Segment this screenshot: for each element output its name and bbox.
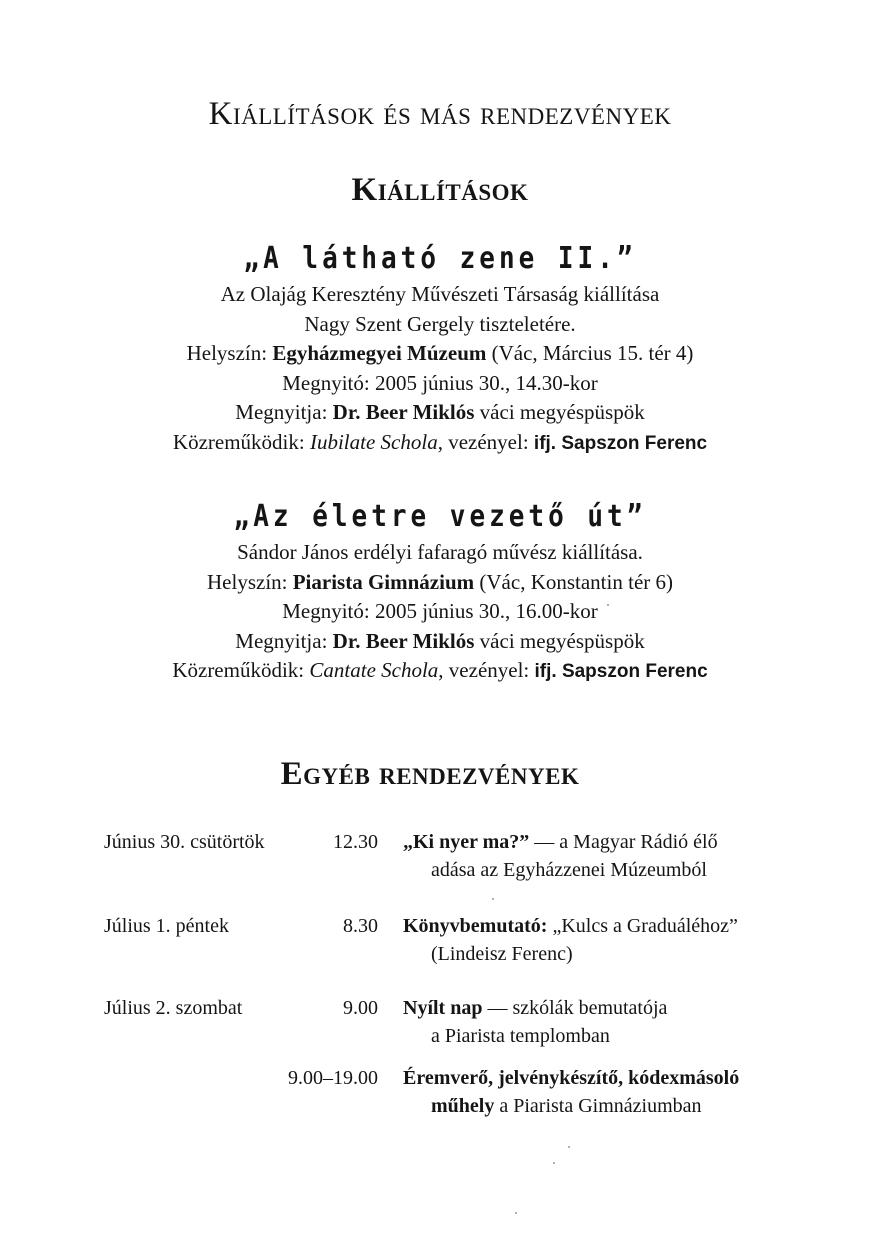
- event-description: [403, 1064, 813, 1120]
- venue-label: Helyszín:: [207, 569, 288, 594]
- scan-speck: [492, 898, 494, 900]
- conductor-name: ifj. Sapszon Ferenc: [534, 661, 708, 682]
- event-title: Könyvbemutató:: [403, 915, 548, 937]
- event-text-cont: [403, 1092, 813, 1120]
- exhibition-description: Sándor János erdélyi fafaragó művész kiállítása.: [237, 540, 643, 564]
- event-text-cont: [403, 856, 813, 884]
- scan-speck: [568, 1146, 570, 1148]
- opener-role: váci megyéspüspök: [479, 400, 645, 424]
- exhibition-block: [60, 499, 820, 687]
- opener-name: Dr. Beer Miklós: [332, 628, 475, 653]
- event-title: „Ki nyer ma?”: [403, 831, 530, 853]
- event-text: — a Magyar Rádió élő: [529, 831, 718, 853]
- page-title-text: Kiállítások és más rendezvények: [208, 96, 672, 132]
- exhibitions-heading: Kiállítások: [351, 172, 529, 208]
- opener-label: Megnyitja:: [235, 628, 328, 653]
- event-text: — szkólák bemutatója: [482, 997, 668, 1019]
- exhibition-description-cont: Nagy Szent Gergely tiszteletére.: [304, 311, 576, 336]
- event-time: 12.30: [333, 831, 378, 853]
- event-cont: a Piarista templomban: [431, 1025, 610, 1047]
- event-text-cont: [403, 940, 813, 968]
- exhibition-performers: [60, 656, 820, 687]
- event-cont: adása az Egyházzenei Múzeumból: [431, 859, 707, 881]
- conductor-name: ifj. Sapszon Ferenc: [533, 432, 708, 454]
- exhibition-opener: [60, 398, 820, 428]
- event-description: [403, 828, 813, 884]
- event-time: 8.30: [343, 915, 378, 937]
- exhibition-opening: Megnyitó: 2005 június 30., 14.30-kor: [282, 370, 598, 395]
- exhibition-performers: [60, 428, 820, 459]
- exhibition-opener: [60, 627, 820, 657]
- event-description: [403, 994, 813, 1050]
- scan-speck: [515, 1212, 517, 1214]
- exhibition-title: „Az életre vezető út”: [233, 499, 647, 535]
- event-cont: a Piarista Gimnáziumban: [494, 1095, 702, 1117]
- opener-role: váci megyéspüspök: [479, 628, 645, 653]
- event-description: [403, 912, 813, 968]
- venue-address: (Vác, Március 15. tér 4): [491, 341, 694, 365]
- venue-address: (Vác, Konstantin tér 6): [479, 569, 673, 594]
- partner-label: Közreműködik:: [172, 658, 305, 682]
- exhibition-title: „A látható zene II.”: [243, 241, 637, 277]
- event-text-cont: [403, 1022, 813, 1050]
- other-events-heading: Egyéb rendezvények: [280, 756, 580, 792]
- event-cont: (Lindeisz Ferenc): [431, 943, 573, 965]
- page-title: [0, 96, 880, 133]
- event-date: Június 30. csütörtök: [104, 831, 265, 853]
- partner-name: Cantate Schola: [309, 658, 439, 682]
- event-time: 9.00–19.00: [288, 1067, 378, 1089]
- event-date: Július 2. szombat: [104, 997, 243, 1019]
- scan-speck: [553, 1162, 555, 1164]
- venue-label: Helyszín:: [186, 341, 268, 365]
- event-text: „Kulcs a Graduáléhoz”: [547, 915, 738, 937]
- event-title-cont: műhely: [431, 1095, 495, 1117]
- scan-speck: [607, 604, 609, 606]
- event-title: Nyílt nap: [403, 997, 483, 1019]
- venue-name: Egyházmegyei Múzeum: [272, 341, 487, 365]
- exhibition-venue: [60, 339, 820, 369]
- exhibition-opening: Megnyitó: 2005 június 30., 16.00-kor: [282, 599, 598, 623]
- exhibition-description: Az Olajág Keresztény Művészeti Társaság kiállítása: [220, 282, 660, 306]
- partner-name: Iubilate Schola: [309, 429, 438, 454]
- conductor-label: , vezényel:: [437, 429, 529, 454]
- venue-name: Piarista Gimnázium: [292, 569, 475, 594]
- exhibition-venue: [60, 568, 820, 598]
- partner-label: Közreműködik:: [172, 429, 305, 454]
- event-time: 9.00: [343, 997, 378, 1019]
- opener-name: Dr. Beer Miklós: [332, 400, 475, 424]
- exhibition-block: [60, 241, 820, 458]
- event-title: Éremverő, jelvénykészítő, kódexmásoló: [403, 1067, 740, 1089]
- opener-label: Megnyitja:: [235, 400, 328, 424]
- conductor-label: , vezényel:: [438, 658, 530, 682]
- event-date: Július 1. péntek: [104, 915, 229, 937]
